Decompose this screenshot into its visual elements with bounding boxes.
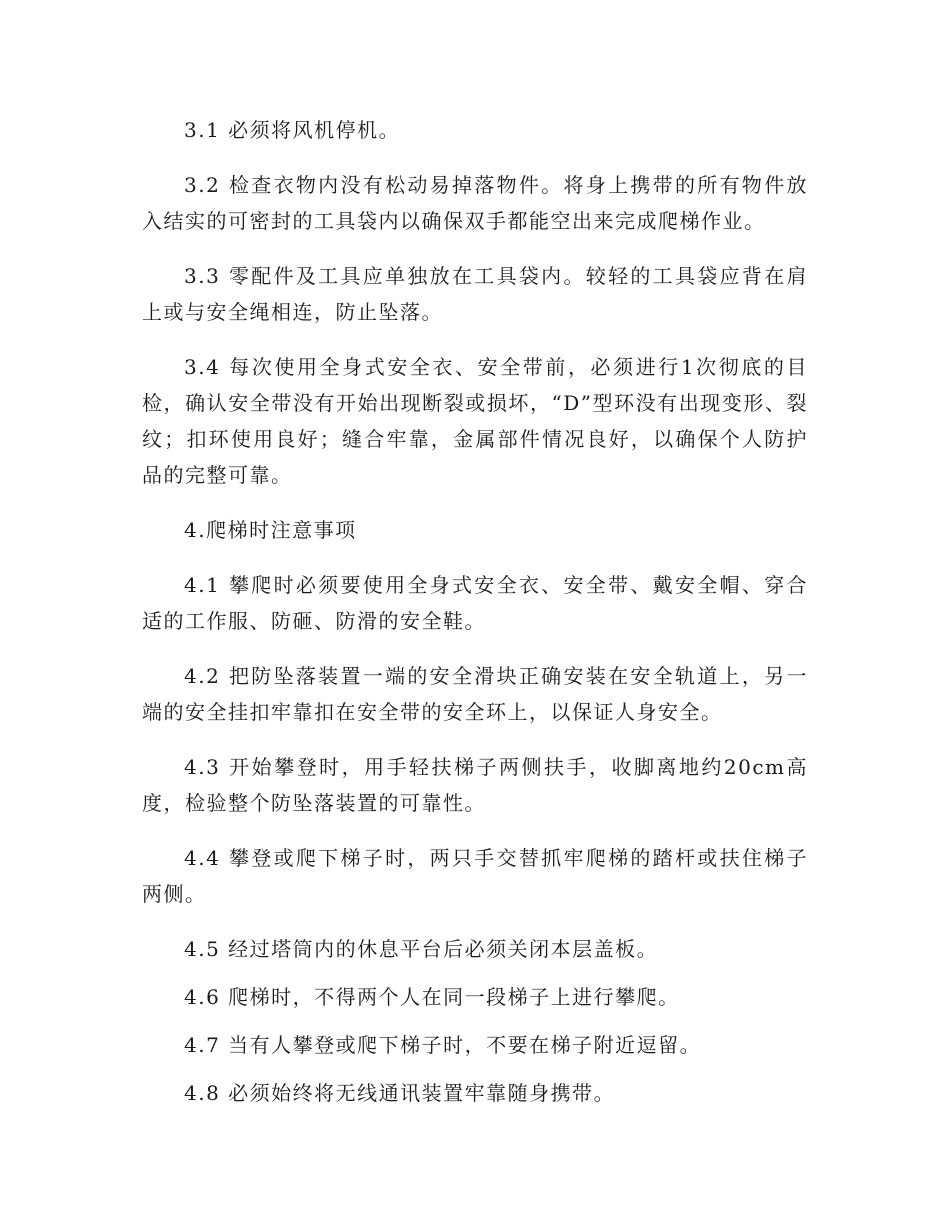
paragraph-4-5: 4.5 经过塔筒内的休息平台后必须关闭本层盖板。 — [184, 937, 659, 961]
paragraph-3-3: 3.3 零配件及工具应单独放在工具袋内。较轻的工具袋应背在肩上或与安全绳相连，防止坠落。 — [142, 264, 808, 324]
section-heading-4: 4.爬梯时注意事项 — [184, 518, 357, 542]
paragraph-3-4: 3.4 每次使用全身式安全衣、安全带前，必须进行1次彻底的目检，确认安全带没有开始出现断裂或损坏，“D”型环没有出现变形、裂纹；扣环使用良好；缝合牢靠，金属部件情况良好，以确保个人防护品的完整可靠。 — [142, 355, 808, 487]
paragraph-4-4: 4.4 攀登或爬下梯子时，两只手交替抓牢爬梯的踏杆或扶住梯子两侧。 — [142, 846, 808, 906]
paragraph-3-1: 3.1 必须将风机停机。 — [184, 118, 401, 142]
paragraph-4-8: 4.8 必须始终将无线通讯装置牢靠随身携带。 — [184, 1081, 616, 1105]
paragraph-4-6: 4.6 爬梯时，不得两个人在同一段梯子上进行攀爬。 — [184, 985, 680, 1009]
paragraph-4-7: 4.7 当有人攀登或爬下梯子时，不要在梯子附近逗留。 — [184, 1033, 702, 1057]
document-body — [142, 112, 808, 1111]
paragraph-4-2: 4.2 把防坠落装置一端的安全滑块正确安装在安全轨道上，另一端的安全挂扣牢靠扣在安全带的安全环上，以保证人身安全。 — [142, 664, 808, 724]
paragraph-4-1: 4.1 攀爬时必须要使用全身式安全衣、安全带、戴安全帽、穿合适的工作服、防砸、防滑的安全鞋。 — [142, 573, 808, 633]
paragraph-3-2: 3.2 检查衣物内没有松动易掉落物件。将身上携带的所有物件放入结实的可密封的工具袋内以确保双手都能空出来完成爬梯作业。 — [142, 173, 808, 233]
paragraph-4-3: 4.3 开始攀登时，用手轻扶梯子两侧扶手，收脚离地约20cm高度，检验整个防坠落装置的可靠性。 — [142, 755, 808, 815]
